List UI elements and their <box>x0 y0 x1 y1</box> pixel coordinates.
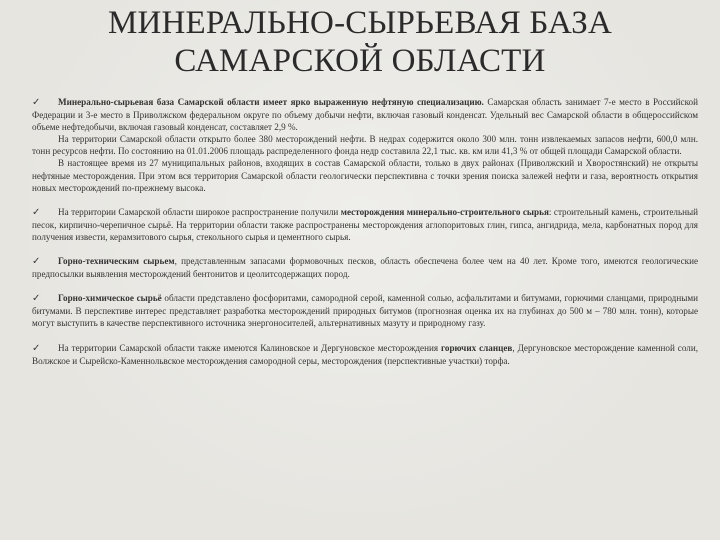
bullet-shale-pre: На территории Самарской области также имеются Калиновское и Дергуновское месторождения <box>58 342 441 353</box>
bullet-construction-pre: На территории Самарской области широкое распространение получили <box>58 206 341 217</box>
bullet-shale-text: , Дергуновское месторождение каменной соли, Волжское и Сырейско-Каменнольвское месторождения самородной серы, месторождения (перспективные участки) торфа. <box>32 342 699 366</box>
oil-paragraph-2: На территории Самарской области открыто более 380 месторождений нефти. В недрах содержится около 300 млн. тонн извлекаемых запасов нефти, 600,0 млн. тонн ресурсов нефти. По состоянию на 01.01.2006 площадь распределенного фонда недр составила 22,1 тыс. кв. км или 41,3 % от общей площади Самарской области. <box>32 134 698 157</box>
oil-paragraph-3: В настоящее время из 27 муниципальных районов, входящих в состав Самарской области, только в двух районах (Приволжский и Хворостянский) не открыты нефтяные месторождения. При этом вся территория Самарской области геологически перспективна с точки зрения поиска залежей нефти и газа, вероятность открытия новых месторождений по-прежнему высока. <box>32 158 698 193</box>
bullet-construction-bold: месторождения минерально-строительного сырья <box>340 206 549 217</box>
title-line-2: САМАРСКОЙ ОБЛАСТИ <box>174 43 546 79</box>
bullet-mining-technical-text: , представленным запасами формовочных песков, область обеспечена более чем на 40 лет. Кроме того, имеются геологические предпосылки выявления месторождений бентонитов и цеолитсодержащих пород. <box>32 256 699 280</box>
bullet-shale-bold: горючих сланцев <box>441 342 513 353</box>
bullet-oil-lead: Минерально-сырьевая база Самарской области имеет ярко выраженную нефтяную специализацию. <box>58 97 484 107</box>
bullet-construction-raw <box>32 206 698 243</box>
title-line-1: МИНЕРАЛЬНО-СЫРЬЕВАЯ БАЗА <box>107 5 613 41</box>
checkmark-icon: ✓ <box>32 256 41 268</box>
bullet-construction-text: : строительный камень, строительный песок, кирпично-черепичное сырьё. На территории области также распространены месторождения аглопоритовых глин, гипса, ангидрида, мела, карбонатных пород для получения извести, керамзитового сырья, стекольного сырья и цементного сырья. <box>32 206 698 242</box>
bullet-mining-chemical <box>32 292 698 329</box>
checkmark-icon: ✓ <box>32 206 41 218</box>
bullet-mining-technical-bold: Горно-техническим сырьем <box>58 256 175 267</box>
checkmark-icon: ✓ <box>32 97 41 108</box>
checkmark-icon: ✓ <box>32 293 41 305</box>
bullet-mining-chemical-text: области представлено фосфоритами, самородной серой, каменной солью, асфальтитами и битумами, горючими сланцами, природными битумами. В перспективе интерес представляет разработка месторождений природных битумов (прогнозная оценка их на глубинах до 500 м – 780 млн. тонн), которые могут выступить в качестве перспективного источника энергоносителей, альтернативных мазуту и природному газу. <box>32 293 698 329</box>
slide-title <box>40 4 680 80</box>
bullet-mining-technical <box>32 255 698 280</box>
bullet-oil-text: Самарская область занимает 7-е место в Российской Федерации и 3-е место в Приволжском федеральном округе по объему добычи нефти, включая газовый конденсат. Удельный вес Самарской области в общероссийском объеме нефтедобычи, включая газовый конденсат, составляет 2,9 %. <box>32 97 698 133</box>
checkmark-icon: ✓ <box>32 342 41 354</box>
bullet-oil <box>32 96 698 133</box>
slide-body <box>32 96 698 367</box>
bullet-mining-chemical-bold: Горно-химическое сырьё <box>58 293 162 304</box>
bullet-shale <box>32 342 698 367</box>
